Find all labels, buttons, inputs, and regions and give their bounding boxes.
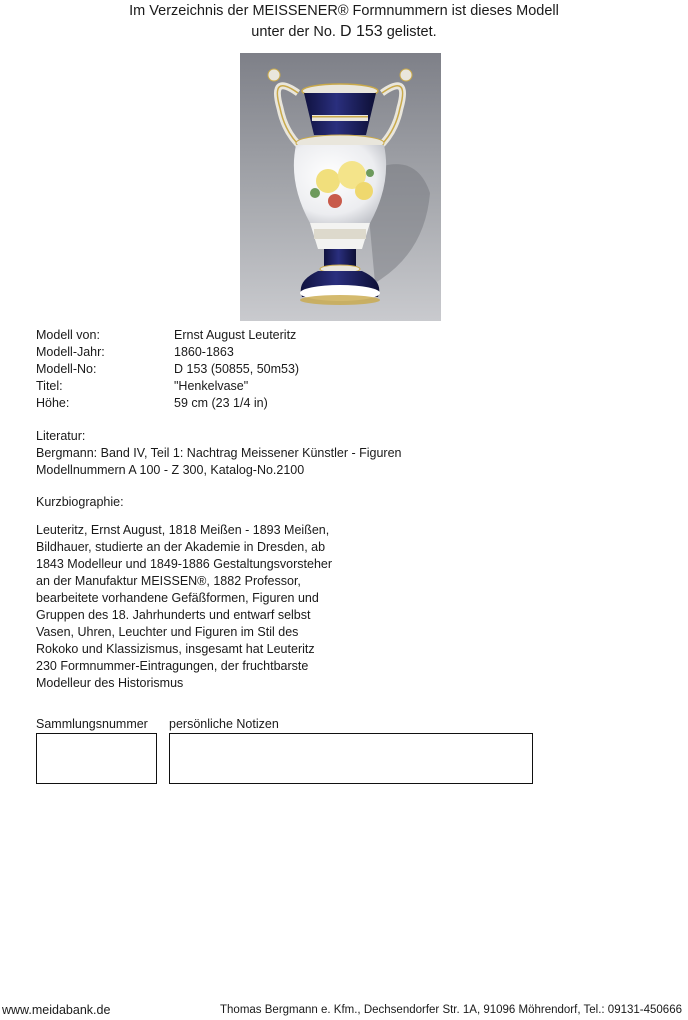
literature-heading: Literatur:: [36, 429, 86, 443]
vase-photo: [240, 53, 441, 321]
header-line2-prefix: unter der No.: [251, 24, 336, 40]
literature-section: [36, 428, 401, 479]
info-value: Ernst August Leuteritz: [174, 328, 297, 342]
info-key: Titel:: [36, 379, 63, 393]
info-key: Modell von:: [36, 328, 100, 342]
model-info-table: [36, 327, 299, 412]
info-row: [36, 395, 299, 412]
info-value: D 153 (50855, 50m53): [174, 362, 300, 376]
header-line-1: Im Verzeichnis der MEISSENER® Formnummern ist dieses Modell: [129, 3, 559, 19]
biography-line: bearbeitete vorhandene Gefäßformen, Figuren und: [36, 591, 319, 605]
footer-website[interactable]: www.meidabank.de: [2, 1003, 111, 1017]
biography-line: Bildhauer, studierte an der Akademie in Dresden, ab: [36, 540, 326, 554]
notizen-field[interactable]: [169, 733, 533, 784]
notizen-label: persönliche Notizen: [169, 717, 279, 731]
info-key: Modell-No:: [36, 362, 97, 376]
info-row: [36, 327, 299, 344]
biography-line: an der Manufaktur MEISSEN®, 1882 Professor,: [36, 574, 301, 588]
biography-line: Modelleur des Historismus: [36, 676, 184, 690]
biography-line: Rokoko und Klassizismus, insgesamt hat Leuteritz: [36, 642, 315, 656]
header-line-2: [0, 21, 688, 43]
info-key: Höhe:: [36, 396, 70, 410]
info-key: Modell-Jahr:: [36, 345, 105, 359]
biography-text: [36, 522, 356, 692]
info-row: [36, 361, 299, 378]
info-row: [36, 378, 299, 395]
biography-line: Leuteritz, Ernst August, 1818 Meißen - 1893 Meißen,: [36, 523, 330, 537]
header-line2-suffix: gelistet.: [386, 24, 437, 40]
info-row: [36, 344, 299, 361]
biography-heading: Kurzbiographie:: [36, 495, 124, 509]
info-value: 1860-1863: [174, 345, 234, 359]
biography-line: Gruppen des 18. Jahrhunderts und entwarf selbst: [36, 608, 311, 622]
sammlungsnummer-label: Sammlungsnummer: [36, 717, 148, 731]
biography-line: Vasen, Uhren, Leuchter und Figuren im Stil des: [36, 625, 299, 639]
info-value: "Henkelvase": [174, 379, 249, 393]
model-number: D 153: [339, 23, 383, 40]
footer-address: Thomas Bergmann e. Kfm., Dechsendorfer Str. 1A, 91096 Möhrendorf, Tel.: 09131-450666: [220, 1004, 682, 1016]
biography-line: 1843 Modelleur und 1849-1886 Gestaltungsvorsteher: [36, 557, 333, 571]
info-value: 59 cm (23 1/4 in): [174, 396, 268, 410]
literature-line: Bergmann: Band IV, Teil 1: Nachtrag Meissener Künstler - Figuren: [36, 446, 402, 460]
literature-line: Modellnummern A 100 - Z 300, Katalog-No.2100: [36, 463, 305, 477]
biography-line: 230 Formnummer-Eintragungen, der fruchtbarste: [36, 659, 309, 673]
sammlungsnummer-field[interactable]: [36, 733, 157, 784]
